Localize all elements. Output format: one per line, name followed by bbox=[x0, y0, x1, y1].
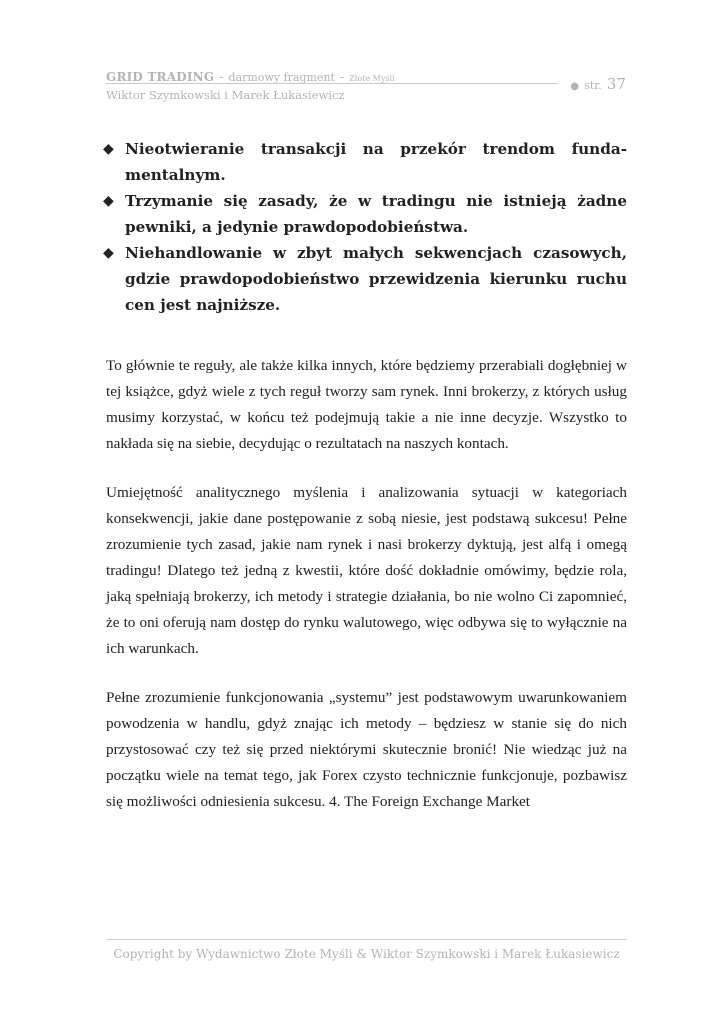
footer-rule bbox=[106, 939, 627, 940]
body-text bbox=[106, 353, 627, 838]
page-number: 37 bbox=[606, 75, 626, 93]
header-publisher: Złote Myśli bbox=[349, 74, 395, 83]
bullet-item bbox=[103, 240, 627, 318]
page-str-label: str. bbox=[584, 79, 602, 92]
page-header bbox=[106, 66, 626, 106]
header-authors: Wiktor Szymkowski i Marek Łukasiewicz bbox=[106, 88, 345, 102]
bullet-text: Niehandlowanie w zbyt małych sekwencjach czasowych, gdzie prawdopodobieństwo przewidzenia kierunku ruchu cen jest najniższe. bbox=[125, 244, 627, 314]
bullet-item bbox=[103, 136, 627, 188]
diamond-bullet-icon: ◆ bbox=[103, 245, 114, 261]
copyright-footer: Copyright by Wydawnictwo Złote Myśli & Wiktor Szymkowski i Marek Łukasiewicz bbox=[113, 947, 620, 961]
book-title: GRID TRADING bbox=[106, 70, 215, 84]
bullet-item bbox=[103, 188, 627, 240]
header-subtitle: darmowy fragment bbox=[228, 71, 335, 84]
header-separator-2: - bbox=[340, 70, 345, 84]
bullet-text: Nieotwieranie transakcji na przekór trendom fundamentalnym. bbox=[125, 140, 627, 184]
page-bullet-icon: ● bbox=[570, 81, 580, 92]
rules-bullet-list bbox=[103, 136, 627, 318]
paragraph: Umiejętność analitycznego myślenia i analizowania sytuacji w kategoriach konsekwencji, jakie dane postępowanie z sobą niesie, jest podstawą sukcesu! Pełne zrozumienie tych zasad, jakie nam rynek i nasi brokerzy dyktują, jest alfą i omegą tradingu! Dlatego też jedną z kwestii, które dość dokładnie omówimy, będzie rola, jaką spełniają brokerzy, ich metody i strategie działania, bo nie wolno Ci zapomnieć, że to oni oferują nam dostęp do rynku walutowego, więc odbywa się to wyłącznie na ich warunkach. bbox=[106, 484, 627, 657]
page-number-label bbox=[570, 74, 626, 93]
diamond-bullet-icon: ◆ bbox=[103, 193, 114, 209]
paragraph: To głównie te reguły, ale także kilka innych, które będziemy przerabiali dogłębniej w tej książce, gdyż wiele z tych reguł tworzy sam rynek. Inni brokerzy, z których usług musimy korzystać, w końcu też podejmują takie a nie inne decyzje. Wszystko to nakłada się na siebie, decydując o rezultatach na naszych kontach. bbox=[106, 357, 627, 452]
header-rule bbox=[106, 83, 558, 84]
paragraph: Pełne zrozumienie funkcjonowania „systemu” jest podstawowym uwarunkowaniem powodzenia w handlu, gdyż znając ich metody – będziesz w stanie się do nich przystosować czy też się przed niektórymi skutecznie bronić! Nie wiedząc już na początku wiele na temat tego, jak Forex czysto technicznie funkcjonuje, pozbawisz się możliwości odniesienia sukcesu. 4. The Foreign Exchange Market bbox=[106, 689, 627, 810]
bullet-text: Trzymanie się zasady, że w tradingu nie istnieją żadne pewniki, a jedynie prawdopodobieństwa. bbox=[125, 192, 627, 236]
diamond-bullet-icon: ◆ bbox=[103, 141, 114, 157]
header-separator: - bbox=[219, 70, 224, 84]
